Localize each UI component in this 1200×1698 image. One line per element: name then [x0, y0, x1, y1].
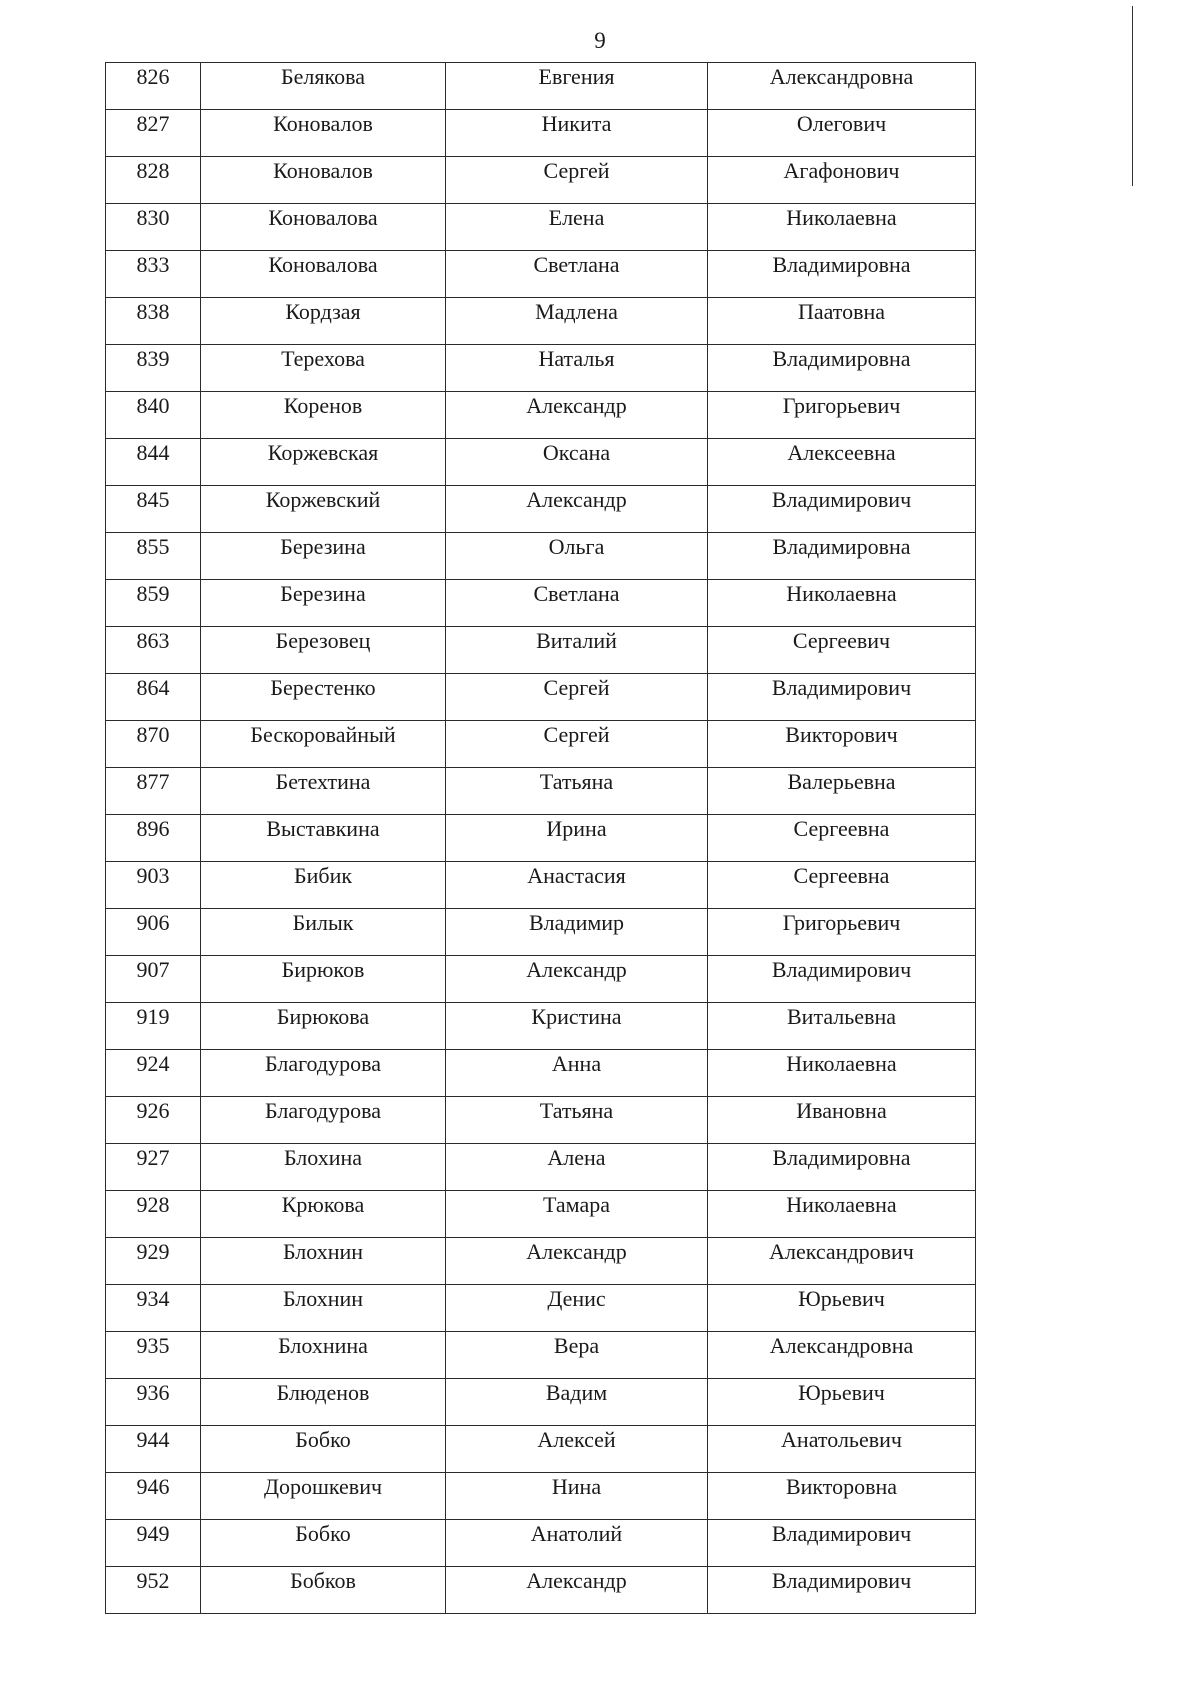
patronymic-cell: Владимирович: [708, 956, 976, 1003]
first-name-cell: Сергей: [446, 674, 708, 721]
row-number-cell: 924: [106, 1050, 201, 1097]
table-row: [106, 392, 976, 439]
patronymic-cell: Владимировна: [708, 1144, 976, 1191]
table-row: [106, 157, 976, 204]
surname-cell: Блюденов: [201, 1379, 446, 1426]
table-row: [106, 1097, 976, 1144]
first-name-cell: Александр: [446, 1238, 708, 1285]
first-name-cell: Евгения: [446, 63, 708, 110]
surname-cell: Дорошкевич: [201, 1473, 446, 1520]
first-name-cell: Александр: [446, 486, 708, 533]
patronymic-cell: Витальевна: [708, 1003, 976, 1050]
table-row: [106, 1003, 976, 1050]
table-row: [106, 1567, 976, 1614]
surname-cell: Бобков: [201, 1567, 446, 1614]
first-name-cell: Никита: [446, 110, 708, 157]
table-row: [106, 909, 976, 956]
first-name-cell: Кристина: [446, 1003, 708, 1050]
row-number-cell: 859: [106, 580, 201, 627]
table-row: [106, 862, 976, 909]
first-name-cell: Александр: [446, 1567, 708, 1614]
row-number-cell: 926: [106, 1097, 201, 1144]
first-name-cell: Мадлена: [446, 298, 708, 345]
first-name-cell: Елена: [446, 204, 708, 251]
row-number-cell: 903: [106, 862, 201, 909]
patronymic-cell: Александровна: [708, 63, 976, 110]
row-number-cell: 919: [106, 1003, 201, 1050]
patronymic-cell: Александровна: [708, 1332, 976, 1379]
row-number-cell: 827: [106, 110, 201, 157]
surname-cell: Бескоровайный: [201, 721, 446, 768]
row-number-cell: 928: [106, 1191, 201, 1238]
surname-cell: Бирюкова: [201, 1003, 446, 1050]
patronymic-cell: Александрович: [708, 1238, 976, 1285]
patronymic-cell: Сергеевич: [708, 627, 976, 674]
first-name-cell: Анна: [446, 1050, 708, 1097]
table-row: [106, 1473, 976, 1520]
first-name-cell: Вадим: [446, 1379, 708, 1426]
patronymic-cell: Владимирович: [708, 1567, 976, 1614]
table-row: [106, 627, 976, 674]
surname-cell: Блохнин: [201, 1285, 446, 1332]
table-row: [106, 815, 976, 862]
row-number-cell: 906: [106, 909, 201, 956]
patronymic-cell: Агафонович: [708, 157, 976, 204]
patronymic-cell: Владимировна: [708, 533, 976, 580]
surname-cell: Березина: [201, 580, 446, 627]
registry-table: [105, 62, 976, 1614]
row-number-cell: 927: [106, 1144, 201, 1191]
patronymic-cell: Викторович: [708, 721, 976, 768]
surname-cell: Блохнин: [201, 1238, 446, 1285]
table-row: [106, 1379, 976, 1426]
first-name-cell: Вера: [446, 1332, 708, 1379]
table-row: [106, 533, 976, 580]
surname-cell: Коновалов: [201, 157, 446, 204]
surname-cell: Бирюков: [201, 956, 446, 1003]
surname-cell: Бобко: [201, 1520, 446, 1567]
surname-cell: Билык: [201, 909, 446, 956]
table-row: [106, 1332, 976, 1379]
surname-cell: Березовец: [201, 627, 446, 674]
table-row: [106, 580, 976, 627]
surname-cell: Березина: [201, 533, 446, 580]
patronymic-cell: Владимирович: [708, 1520, 976, 1567]
patronymic-cell: Николаевна: [708, 1050, 976, 1097]
surname-cell: Коржевский: [201, 486, 446, 533]
surname-cell: Благодурова: [201, 1050, 446, 1097]
row-number-cell: 907: [106, 956, 201, 1003]
table-row: [106, 721, 976, 768]
table-row: [106, 63, 976, 110]
patronymic-cell: Алексеевна: [708, 439, 976, 486]
row-number-cell: 944: [106, 1426, 201, 1473]
table-row: [106, 204, 976, 251]
first-name-cell: Александр: [446, 392, 708, 439]
table-row: [106, 251, 976, 298]
surname-cell: Кордзая: [201, 298, 446, 345]
first-name-cell: Алена: [446, 1144, 708, 1191]
surname-cell: Терехова: [201, 345, 446, 392]
row-number-cell: 838: [106, 298, 201, 345]
row-number-cell: 934: [106, 1285, 201, 1332]
row-number-cell: 929: [106, 1238, 201, 1285]
patronymic-cell: Олегович: [708, 110, 976, 157]
first-name-cell: Денис: [446, 1285, 708, 1332]
table-row: [106, 298, 976, 345]
row-number-cell: 863: [106, 627, 201, 674]
patronymic-cell: Викторовна: [708, 1473, 976, 1520]
first-name-cell: Татьяна: [446, 1097, 708, 1144]
patronymic-cell: Юрьевич: [708, 1285, 976, 1332]
row-number-cell: 855: [106, 533, 201, 580]
table-row: [106, 1191, 976, 1238]
table-row: [106, 956, 976, 1003]
row-number-cell: 833: [106, 251, 201, 298]
surname-cell: Коржевская: [201, 439, 446, 486]
registry-body: [106, 63, 976, 1614]
row-number-cell: 952: [106, 1567, 201, 1614]
first-name-cell: Тамара: [446, 1191, 708, 1238]
patronymic-cell: Григорьевич: [708, 909, 976, 956]
surname-cell: Бобко: [201, 1426, 446, 1473]
surname-cell: Блохнина: [201, 1332, 446, 1379]
first-name-cell: Ирина: [446, 815, 708, 862]
patronymic-cell: Николаевна: [708, 1191, 976, 1238]
table-row: [106, 1050, 976, 1097]
row-number-cell: 864: [106, 674, 201, 721]
surname-cell: Берестенко: [201, 674, 446, 721]
table-row: [106, 1426, 976, 1473]
patronymic-cell: Николаевна: [708, 204, 976, 251]
patronymic-cell: Николаевна: [708, 580, 976, 627]
patronymic-cell: Владимировна: [708, 345, 976, 392]
surname-cell: Бетехтина: [201, 768, 446, 815]
patronymic-cell: Сергеевна: [708, 862, 976, 909]
row-number-cell: 840: [106, 392, 201, 439]
row-number-cell: 949: [106, 1520, 201, 1567]
surname-cell: Коновалова: [201, 204, 446, 251]
row-number-cell: 935: [106, 1332, 201, 1379]
surname-cell: Выставкина: [201, 815, 446, 862]
first-name-cell: Нина: [446, 1473, 708, 1520]
first-name-cell: Оксана: [446, 439, 708, 486]
first-name-cell: Анастасия: [446, 862, 708, 909]
first-name-cell: Алексей: [446, 1426, 708, 1473]
first-name-cell: Татьяна: [446, 768, 708, 815]
first-name-cell: Наталья: [446, 345, 708, 392]
table-row: [106, 1520, 976, 1567]
surname-cell: Благодурова: [201, 1097, 446, 1144]
table-row: [106, 439, 976, 486]
first-name-cell: Светлана: [446, 580, 708, 627]
surname-cell: Белякова: [201, 63, 446, 110]
first-name-cell: Виталий: [446, 627, 708, 674]
patronymic-cell: Юрьевич: [708, 1379, 976, 1426]
page-number: 9: [594, 28, 606, 53]
surname-cell: Крюкова: [201, 1191, 446, 1238]
row-number-cell: 877: [106, 768, 201, 815]
table-row: [106, 1285, 976, 1332]
table-row: [106, 1144, 976, 1191]
row-number-cell: 845: [106, 486, 201, 533]
first-name-cell: Анатолий: [446, 1520, 708, 1567]
surname-cell: Блохина: [201, 1144, 446, 1191]
first-name-cell: Светлана: [446, 251, 708, 298]
patronymic-cell: Владимирович: [708, 486, 976, 533]
first-name-cell: Александр: [446, 956, 708, 1003]
row-number-cell: 828: [106, 157, 201, 204]
table-row: [106, 768, 976, 815]
patronymic-cell: Паатовна: [708, 298, 976, 345]
table-row: [106, 486, 976, 533]
first-name-cell: Владимир: [446, 909, 708, 956]
patronymic-cell: Анатольевич: [708, 1426, 976, 1473]
row-number-cell: 870: [106, 721, 201, 768]
first-name-cell: Сергей: [446, 157, 708, 204]
patronymic-cell: Владимировна: [708, 251, 976, 298]
first-name-cell: Сергей: [446, 721, 708, 768]
row-number-cell: 844: [106, 439, 201, 486]
surname-cell: Бибик: [201, 862, 446, 909]
table-row: [106, 1238, 976, 1285]
patronymic-cell: Владимирович: [708, 674, 976, 721]
table-row: [106, 110, 976, 157]
margin-line: [1132, 6, 1133, 186]
patronymic-cell: Григорьевич: [708, 392, 976, 439]
patronymic-cell: Ивановна: [708, 1097, 976, 1144]
surname-cell: Коновалова: [201, 251, 446, 298]
table-row: [106, 345, 976, 392]
surname-cell: Коновалов: [201, 110, 446, 157]
patronymic-cell: Валерьевна: [708, 768, 976, 815]
surname-cell: Коренов: [201, 392, 446, 439]
patronymic-cell: Сергеевна: [708, 815, 976, 862]
row-number-cell: 826: [106, 63, 201, 110]
row-number-cell: 946: [106, 1473, 201, 1520]
row-number-cell: 839: [106, 345, 201, 392]
row-number-cell: 830: [106, 204, 201, 251]
row-number-cell: 936: [106, 1379, 201, 1426]
table-row: [106, 674, 976, 721]
row-number-cell: 896: [106, 815, 201, 862]
first-name-cell: Ольга: [446, 533, 708, 580]
